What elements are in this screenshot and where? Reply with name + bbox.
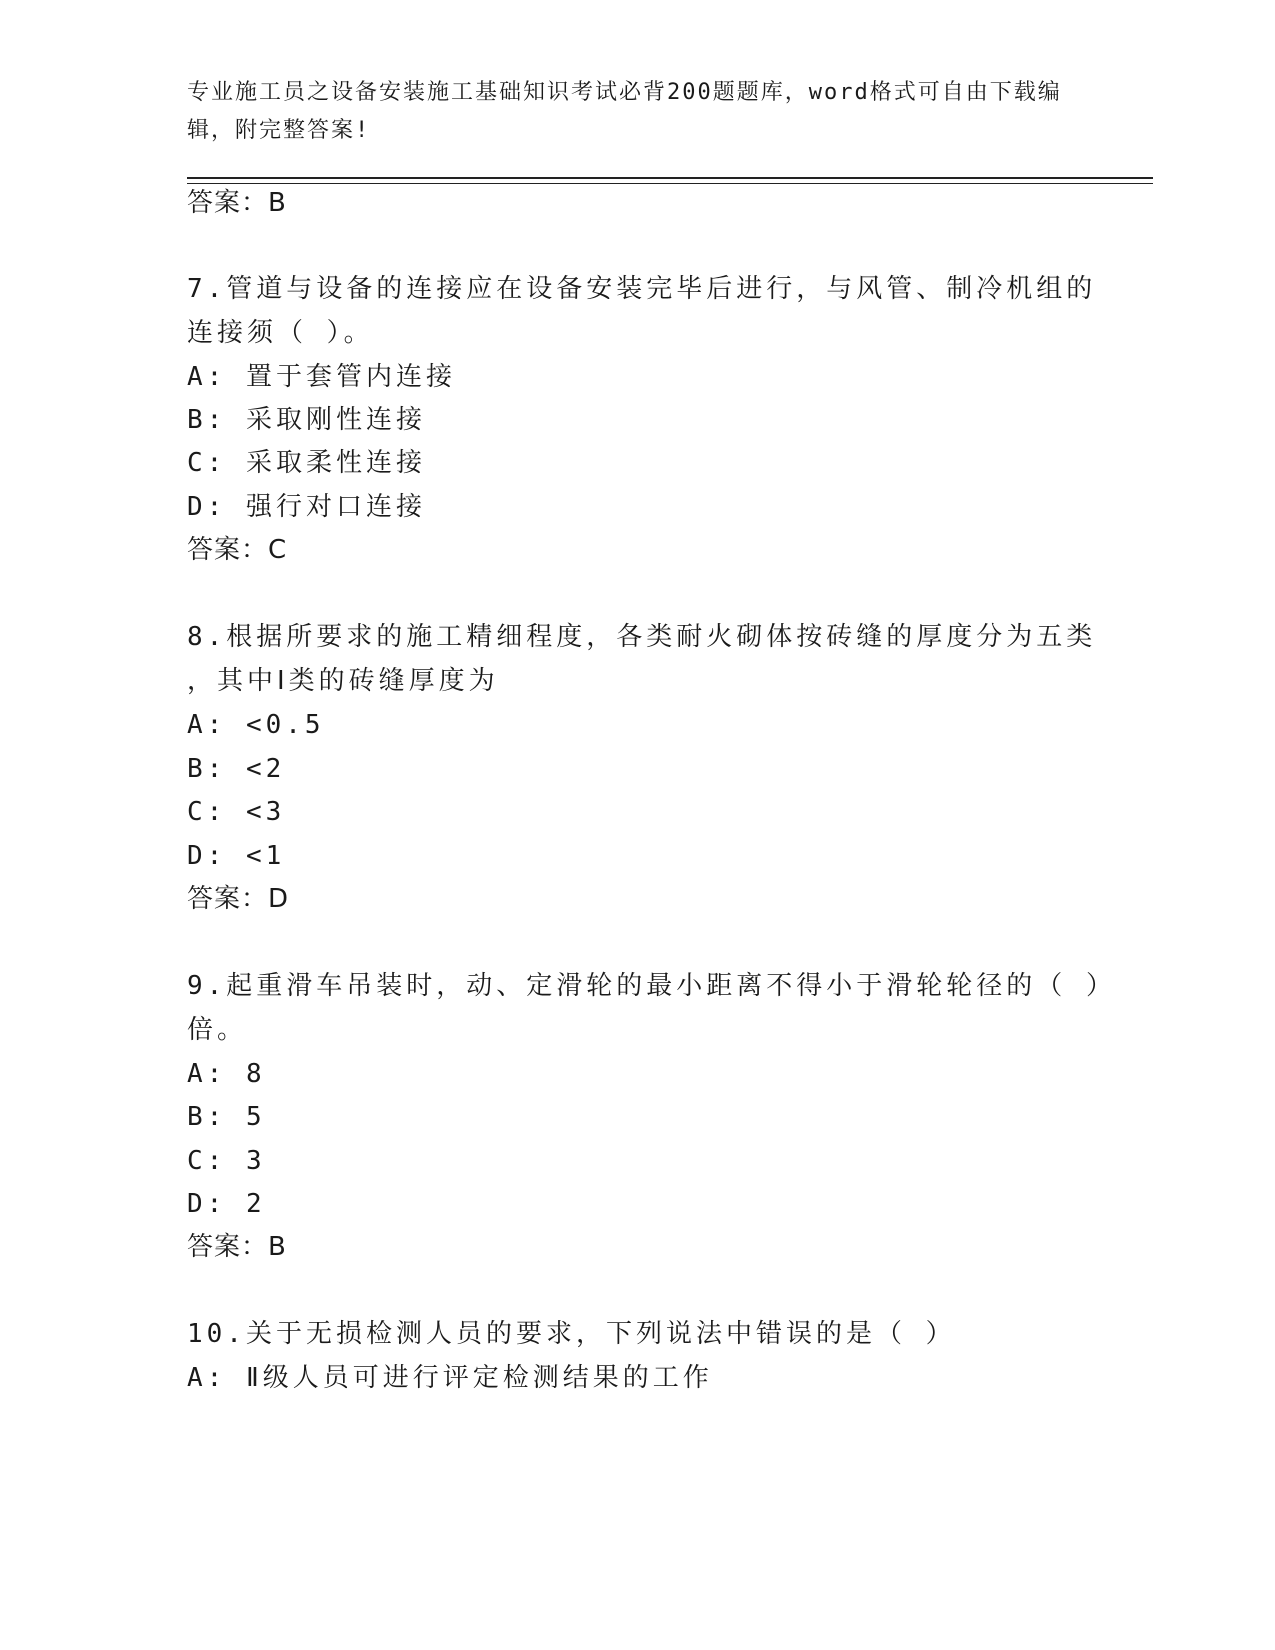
question-7-option-b: B: 采取刚性连接	[187, 405, 426, 435]
question-9-option-a: A: 8	[187, 1059, 266, 1089]
question-7-option-a: A: 置于套管内连接	[187, 362, 456, 392]
question-8-option-b: B: <2	[187, 754, 286, 784]
question-9-stem-line-2: 倍。	[187, 1015, 248, 1045]
question-9-option-c: C: 3	[187, 1146, 266, 1176]
question-9-option-b: B: 5	[187, 1102, 266, 1132]
question-7-answer: 答案：C	[187, 535, 288, 565]
question-8-stem-line-1: 8.根据所要求的施工精细程度，各类耐火砌体按砖缝的厚度分为五类	[187, 622, 1097, 652]
question-10-option-a: A: Ⅱ级人员可进行评定检测结果的工作	[187, 1363, 713, 1393]
question-7-option-c: C: 采取柔性连接	[187, 448, 426, 478]
document-header: 专业施工员之设备安装施工基础知识考试必背200题题库，word格式可自由下载编辑，附完整答案!	[187, 80, 1062, 143]
question-7-stem-line-2: 连接须（ ）。	[187, 318, 374, 348]
question-9-stem-line-1: 9.起重滑车吊装时，动、定滑轮的最小距离不得小于滑轮轮径的（ ）	[187, 971, 1116, 1001]
question-8-stem-line-2: ，其中Ⅰ类的砖缝厚度为	[187, 666, 499, 696]
question-7-stem-line-1: 7.管道与设备的连接应在设备安装完毕后进行，与风管、制冷机组的	[187, 274, 1097, 304]
question-9-answer: 答案：B	[187, 1232, 287, 1262]
question-8-answer: 答案：D	[187, 884, 290, 914]
question-8-option-c: C: <3	[187, 797, 286, 827]
question-10-stem-line-1: 10.关于无损检测人员的要求，下列说法中错误的是（ ）	[187, 1319, 956, 1349]
question-8-option-a: A: <0.5	[187, 710, 325, 740]
question-8-option-d: D: <1	[187, 841, 286, 871]
header-divider	[187, 177, 1153, 179]
question-7-option-d: D: 强行对口连接	[187, 492, 426, 522]
question-9-option-d: D: 2	[187, 1189, 266, 1219]
header-divider-thin	[187, 183, 1153, 184]
previous-answer: 答案：B	[187, 188, 287, 218]
